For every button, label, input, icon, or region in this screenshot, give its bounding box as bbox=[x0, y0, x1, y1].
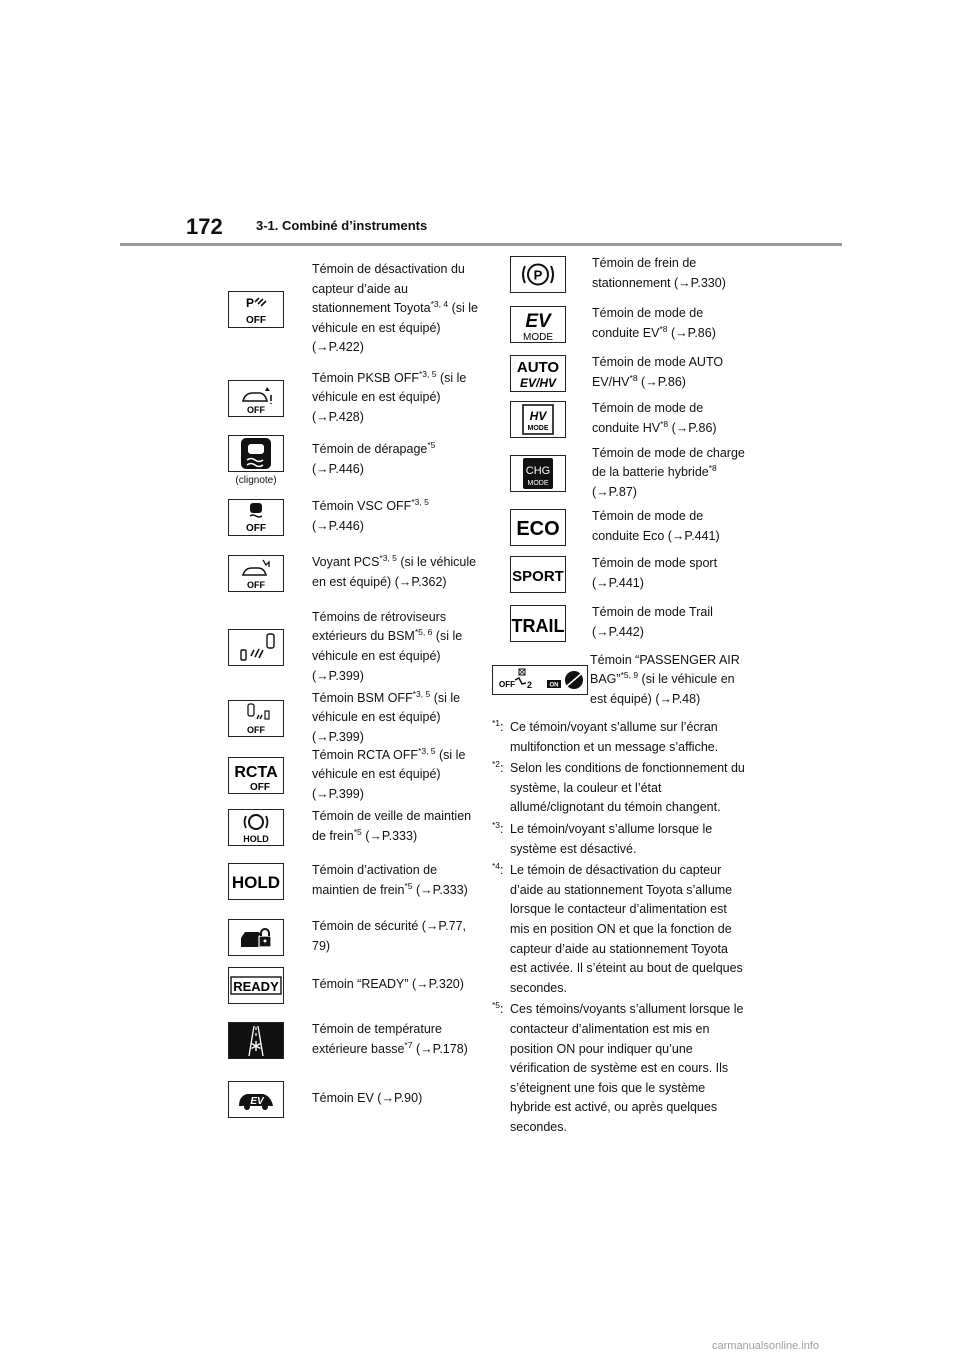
chg-mode-icon bbox=[510, 455, 566, 492]
indicator-entry bbox=[510, 350, 750, 396]
indicator-description: Témoin “PASSENGER AIR BAG”$^{*5, 9}$ (si le véhicule en est équipé) (→P.48) bbox=[590, 652, 740, 706]
indicator-description: Témoin de mode de conduite Eco (→P.441) bbox=[592, 509, 720, 543]
svg-text:CHG: CHG bbox=[525, 464, 551, 477]
svg-text:P: P bbox=[246, 295, 255, 310]
indicator-description: Témoin BSM OFF$^{*3, 5}$ (si le véhicule en est équipé) (→P.399) bbox=[312, 688, 461, 744]
svg-text:HOLD: HOLD bbox=[243, 833, 269, 844]
indicator-description: Témoin de sécurité (→P.77, 79) bbox=[312, 919, 467, 953]
footnote: $^{*2}$: Selon les conditions de fonctionnement du système, la couleur et l’état allumé/clignotant du témoin changent. bbox=[492, 759, 745, 815]
indicator-description: Témoin “READY” (→P.320) bbox=[312, 977, 464, 992]
indicator-entry bbox=[228, 962, 478, 1008]
indicator-entry bbox=[510, 396, 750, 442]
indicator-entry bbox=[510, 598, 750, 648]
svg-text:READY: READY bbox=[233, 978, 279, 994]
footnote: $^{*4}$: Le témoin de désactivation du capteur d’aide au stationnement Toyota s’allume lorsque le contacteur d’alimentation est mis en position ON et que la fonction de capteur d’aide au stationnement Toyota est activée. Il s’éteint au bout de quelques secondes. bbox=[492, 861, 743, 995]
parking-brake-icon bbox=[510, 256, 566, 293]
right-column bbox=[492, 250, 750, 1139]
indicator-entry bbox=[228, 804, 478, 850]
svg-text:EV: EV bbox=[250, 1095, 264, 1107]
svg-text:HV: HV bbox=[529, 408, 547, 423]
footnote: $^{*3}$: Le témoin/voyant s’allume lorsque le système est désactivé. bbox=[492, 819, 713, 856]
indicator-description: Voyant PCS$^{*3, 5}$ (si le véhicule en est équipé) (→P.362) bbox=[312, 553, 477, 589]
parking-sensor-off-icon bbox=[228, 291, 284, 328]
indicator-description: Témoins de rétroviseurs extérieurs du BSM$^{*5, 6}$ (si le véhicule en est équipé) (→P.399) bbox=[312, 609, 463, 683]
indicator-description: Témoin de mode de charge de la batterie hybride$^{*8}$ (→P.87) bbox=[592, 445, 745, 499]
indicator-description: Témoin de température extérieure basse$^{*7}$ (→P.178) bbox=[312, 1022, 468, 1056]
brake-hold-operated-icon bbox=[228, 863, 284, 900]
ev-mode-icon bbox=[510, 306, 566, 343]
header-divider bbox=[120, 243, 842, 246]
bsm-off-icon bbox=[228, 700, 284, 737]
indicator-entry bbox=[228, 1008, 478, 1072]
rcta-off-icon bbox=[228, 757, 284, 794]
indicator-entry bbox=[228, 690, 478, 746]
indicator-description: Témoin de mode Trail (→P.442) bbox=[592, 605, 713, 639]
indicator-description: Témoin de mode sport (→P.441) bbox=[592, 556, 718, 590]
indicator-entry bbox=[510, 550, 750, 598]
svg-text:MODE: MODE bbox=[523, 331, 553, 342]
indicator-entry bbox=[228, 250, 478, 368]
indicator-entry bbox=[228, 428, 478, 492]
indicator-entry bbox=[228, 492, 478, 542]
indicator-entry bbox=[228, 746, 478, 804]
svg-text:MODE: MODE bbox=[527, 479, 549, 487]
indicator-entry bbox=[510, 504, 750, 550]
indicator-entry bbox=[510, 298, 750, 350]
svg-text:HOLD: HOLD bbox=[231, 872, 281, 892]
indicator-description: Témoin de mode de conduite HV$^{*8}$ (→P.86) bbox=[592, 401, 717, 435]
left-column bbox=[228, 250, 478, 1126]
svg-text:AUTO: AUTO bbox=[516, 358, 560, 376]
hv-mode-icon bbox=[510, 401, 566, 438]
section-title: 3-1. Combiné d’instruments bbox=[256, 218, 428, 233]
svg-text:ON: ON bbox=[549, 682, 559, 689]
footnotes bbox=[492, 718, 748, 1137]
footnote: $^{*1}$: Ce témoin/voyant s’allume sur l’écran multifonction et un message s’affiche. bbox=[492, 717, 719, 754]
svg-text:EV: EV bbox=[525, 310, 551, 332]
indicator-entry bbox=[228, 1072, 478, 1126]
vsc-off-icon bbox=[228, 499, 284, 536]
sport-mode-icon bbox=[510, 556, 566, 593]
indicator-description: Témoin de mode AUTO EV/HV$^{*8}$ (→P.86) bbox=[592, 355, 724, 389]
indicator-description: Témoin de dérapage$^{*5}$ (→P.446) bbox=[312, 440, 436, 476]
eco-mode-icon bbox=[510, 509, 566, 546]
svg-text:OFF: OFF bbox=[246, 522, 266, 534]
svg-text:OFF: OFF bbox=[247, 404, 265, 415]
svg-text:2: 2 bbox=[527, 680, 533, 690]
watermark: carmanualsonline.info bbox=[712, 1340, 820, 1352]
svg-text:OFF: OFF bbox=[250, 781, 270, 793]
svg-text:TRAIL: TRAIL bbox=[511, 615, 565, 636]
low-temperature-icon bbox=[228, 1022, 284, 1059]
page-number: 172 bbox=[186, 214, 223, 239]
icon-note: (clignote) bbox=[235, 474, 277, 486]
svg-text:P: P bbox=[533, 267, 543, 282]
indicator-description: Témoin d’activation de maintien de frein$^{*5}$ (→P.333) bbox=[312, 863, 468, 897]
svg-text:OFF: OFF bbox=[247, 724, 265, 735]
pksb-off-icon bbox=[228, 380, 284, 417]
ready-indicator-icon bbox=[228, 967, 284, 1004]
indicator-description: Témoin de désactivation du capteur d’aide au stationnement Toyota$^{*3, 4}$ (si le véhicule en est équipé) (→P.422) bbox=[312, 262, 478, 355]
indicator-description: Témoin de veille de maintien de frein$^{*5}$ (→P.333) bbox=[312, 809, 472, 843]
indicator-description: Témoin EV (→P.90) bbox=[312, 1091, 423, 1106]
trail-mode-icon bbox=[510, 605, 566, 642]
indicator-entry bbox=[228, 368, 478, 428]
svg-text:OFF: OFF bbox=[246, 314, 266, 326]
auto-ev-hv-icon bbox=[510, 355, 566, 392]
svg-text:ECO: ECO bbox=[516, 517, 560, 540]
slip-indicator-icon bbox=[228, 435, 284, 472]
indicator-entry bbox=[228, 912, 478, 962]
indicator-description: Témoin RCTA OFF$^{*3, 5}$ (si le véhicule en est équipé) (→P.399) bbox=[312, 745, 466, 801]
indicator-entry bbox=[510, 442, 750, 504]
svg-text:MODE: MODE bbox=[527, 424, 549, 432]
indicator-entry bbox=[228, 542, 478, 604]
security-indicator-icon bbox=[228, 919, 284, 956]
indicator-description: Témoin VSC OFF$^{*3, 5}$ (→P.446) bbox=[312, 497, 429, 533]
footnote: $^{*5}$: Ces témoins/voyants s’allument lorsque le contacteur d’alimentation est mis en position ON pour indiquer qu’une vérification de système est en cours. Ils s’éteignent une fois que le système hybride est activé, ou après quelques secondes. bbox=[492, 1000, 744, 1134]
bsm-mirror-icon bbox=[228, 629, 284, 666]
indicator-description: Témoin de frein de stationnement (→P.330) bbox=[592, 256, 726, 290]
indicator-entry bbox=[492, 648, 750, 712]
indicator-entry bbox=[510, 250, 750, 298]
svg-text:RCTA: RCTA bbox=[234, 763, 278, 781]
brake-hold-standby-icon bbox=[228, 809, 284, 846]
pcs-warning-icon bbox=[228, 555, 284, 592]
passenger-airbag-icon bbox=[492, 665, 588, 695]
svg-text:OFF: OFF bbox=[247, 579, 265, 590]
indicator-description: Témoin PKSB OFF$^{*3, 5}$ (si le véhicule en est équipé) (→P.428) bbox=[312, 368, 467, 424]
svg-text:SPORT: SPORT bbox=[512, 567, 564, 585]
svg-text:EV/HV: EV/HV bbox=[519, 375, 557, 390]
ev-indicator-icon bbox=[228, 1081, 284, 1118]
indicator-description: Témoin de mode de conduite EV$^{*8}$ (→P.86) bbox=[592, 306, 716, 340]
indicator-entry bbox=[228, 850, 478, 912]
svg-text:OFF: OFF bbox=[499, 680, 515, 689]
indicator-entry bbox=[228, 604, 478, 690]
